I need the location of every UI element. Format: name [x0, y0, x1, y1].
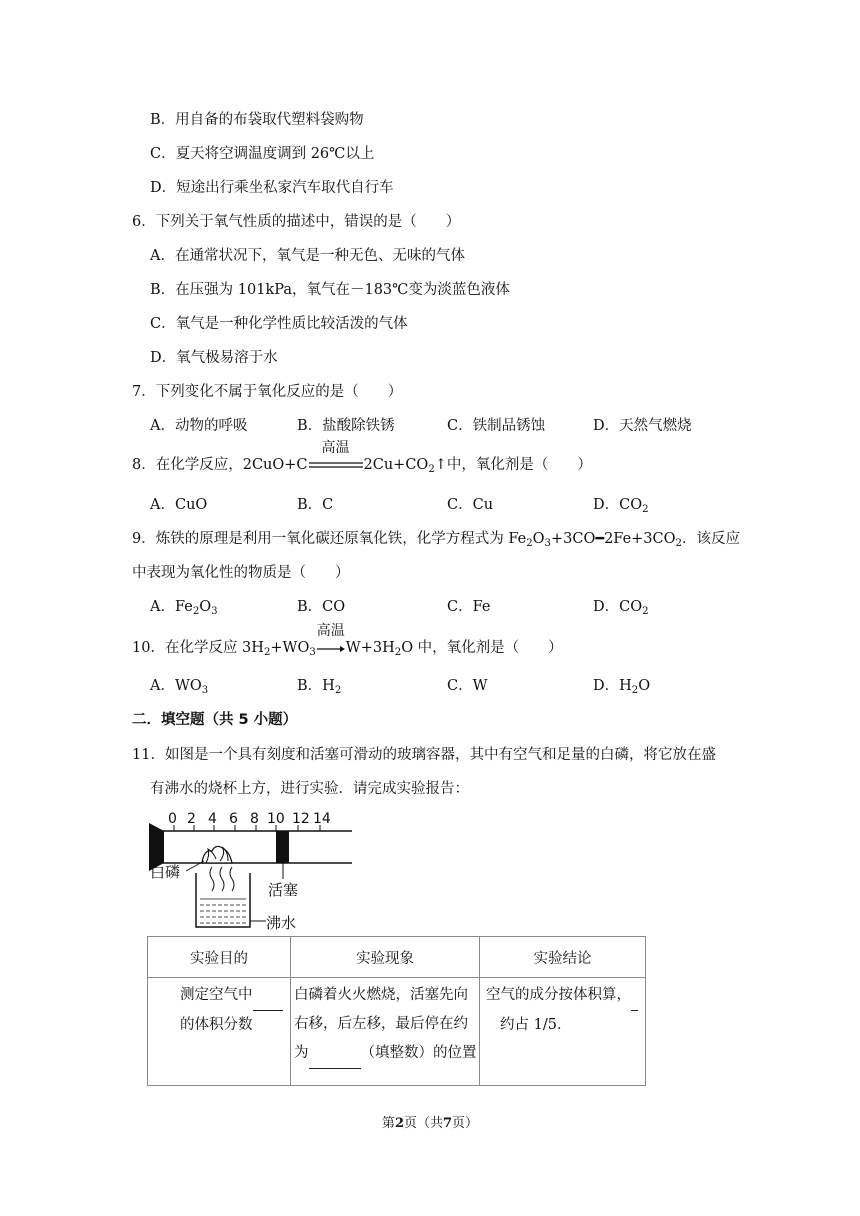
condition-label-10: 高温 — [316, 623, 345, 639]
q9-option-d-sub: 2 — [642, 606, 649, 617]
q10-text-d: O 中，氧化剂是（ ） — [401, 640, 563, 656]
q10-option-b-sub: 2 — [334, 685, 342, 696]
q9-sub3: 2 — [675, 538, 682, 549]
q7-option-b: B．盐酸除铁锈 — [297, 418, 395, 434]
phenomenon-line-1: 白磷着火火燃烧，活塞先向 — [294, 987, 468, 1003]
q9-option-a-text: A．Fe — [150, 599, 193, 615]
footer-text-c: 页） — [452, 1116, 479, 1131]
q9-text-e: ．该反应 — [681, 531, 740, 547]
conclusion-text-1: 空气的成分按体积算， — [486, 987, 631, 1003]
q9-equals: ━ — [595, 531, 605, 547]
reaction-condition — [308, 440, 364, 475]
q10-option-b-text: B．H — [297, 678, 335, 694]
cell-phenomenon — [291, 978, 480, 1086]
blank-3[interactable] — [631, 981, 638, 1011]
q9-sub2: 3 — [544, 538, 551, 549]
q9-option-a — [150, 597, 218, 617]
q10-text-a: 10．在化学反应 3H — [132, 640, 264, 656]
purpose-text-1: 测定空气中 — [180, 987, 253, 1003]
arrow-icon — [316, 643, 346, 653]
footer-text-b: 页（共 — [403, 1116, 443, 1131]
q10-option-d-text: D．H — [593, 678, 632, 694]
phenomenon-line-3a: 为 — [294, 1045, 309, 1061]
q6-option-d: D．氧气极易溶于水 — [150, 350, 278, 366]
equals-sign-icon — [308, 460, 364, 470]
q10-option-d-sub: 2 — [631, 685, 639, 696]
q6-option-c: C．氧气是一种化学性质比较活泼的气体 — [150, 316, 408, 332]
purpose-text-2: 的体积分数 — [180, 1017, 253, 1033]
label-white-phosphorus: 白磷 — [150, 863, 181, 881]
water-lines — [200, 899, 246, 923]
q5-option-b: B．用自备的布袋取代塑料袋购物 — [150, 112, 364, 128]
footer-text-a: 第 — [381, 1116, 395, 1131]
q8-product: 2Cu+CO — [363, 457, 429, 473]
q9-text-c: +3CO — [550, 531, 596, 547]
page-number: 2 — [394, 1116, 404, 1131]
q9-option-b: B．CO — [297, 599, 346, 615]
q10-option-c: C．W — [447, 678, 488, 694]
header-phenomenon: 实验现象 — [291, 937, 480, 978]
q8-option-c: C．Cu — [447, 497, 494, 513]
q5-option-d: D．短途出行乘坐私家汽车取代自行车 — [150, 180, 394, 196]
q9-text-d: 2Fe+3CO — [604, 531, 676, 547]
q11-stem-line2: 有沸水的烧杯上方，进行实验．请完成实验报告： — [150, 781, 469, 797]
q8-product-sub: 2 — [428, 464, 435, 475]
table-row — [148, 978, 646, 1086]
q6-stem: 6．下列关于氧气性质的描述中，错误的是（ ） — [132, 214, 461, 230]
blank-2[interactable] — [309, 1039, 361, 1069]
q8-stem — [132, 440, 592, 475]
q9-option-a-sub1: 2 — [192, 606, 200, 617]
table-header-row — [148, 937, 646, 978]
q9-sub1: 2 — [526, 538, 533, 549]
q9-stem-line1 — [132, 529, 740, 549]
condition-label: 高温 — [321, 440, 350, 456]
header-purpose: 实验目的 — [148, 937, 291, 978]
q10-sub1: 2 — [263, 647, 271, 658]
q10-option-a-sub: 3 — [201, 685, 209, 696]
scale-6: 6 — [229, 811, 238, 827]
q8-option-d-sub: 2 — [642, 504, 649, 515]
q7-option-d: D．天然气燃烧 — [593, 418, 692, 434]
scale-2: 2 — [187, 811, 196, 827]
cell-conclusion — [480, 978, 646, 1086]
page-footer — [0, 1112, 860, 1131]
q7-stem: 7．下列变化不属于氧化反应的是（ ） — [132, 384, 403, 400]
q10-option-b — [297, 676, 341, 696]
scale-4: 4 — [208, 811, 217, 827]
page-total: 7 — [443, 1116, 453, 1131]
q10-text-c: W+3H — [345, 640, 395, 656]
scale-8: 8 — [250, 811, 259, 827]
scale-10: 10 — [267, 811, 285, 827]
q10-option-d-text-b: O — [638, 678, 651, 694]
phenomenon-line-3b: （填整数）的位置 — [360, 1045, 477, 1061]
q8-option-b: B．C — [297, 497, 334, 513]
q8-option-d-text: D．CO — [593, 497, 643, 513]
q9-option-d — [593, 597, 649, 617]
label-piston: 活塞 — [268, 881, 299, 899]
q7-option-a: A．动物的呼吸 — [150, 418, 248, 434]
piston — [276, 831, 289, 863]
q6-option-b: B．在压强为 101kPa，氧气在－183℃变为淡蓝色液体 — [150, 282, 510, 298]
q10-option-a-text: A．WO — [150, 678, 202, 694]
steam-icon — [210, 867, 234, 891]
q10-option-d — [593, 676, 650, 696]
q9-stem-line2: 中表现为氧化性的物质是（ ） — [132, 565, 350, 581]
q10-sub2: 3 — [309, 647, 316, 658]
cell-purpose — [148, 978, 291, 1086]
q10-text-b: +WO — [270, 640, 310, 656]
q10-sub3: 2 — [394, 647, 402, 658]
blank-1[interactable] — [253, 981, 283, 1011]
q7-option-c: C．铁制品锈蚀 — [447, 418, 546, 434]
q8-suffix: ↑中，氧化剂是（ ） — [434, 457, 592, 473]
scale-14: 14 — [313, 811, 331, 827]
q9-text-b: O — [532, 531, 545, 547]
section-heading: 二．填空题（共 5 小题） — [132, 712, 298, 728]
q8-option-d — [593, 495, 649, 515]
conclusion-text-2: 约占 1/5． — [500, 1017, 572, 1033]
apparatus-diagram — [146, 803, 366, 935]
q10-stem — [132, 623, 563, 658]
q8-prefix: 8．在化学反应，2CuO+C — [132, 457, 308, 473]
phenomenon-line-2: 右移，后左移，最后停在约 — [294, 1016, 468, 1032]
q9-text-a: 9．炼铁的原理是利用一氧化碳还原氧化铁，化学方程式为 Fe — [132, 531, 527, 547]
reaction-condition-10 — [316, 623, 346, 658]
scale-12: 12 — [292, 811, 310, 827]
q11-stem-line1: 11．如图是一个具有刻度和活塞可滑动的玻璃容器，其中有空气和足量的白磷，将它放在盛 — [132, 747, 716, 763]
q6-option-a: A．在通常状况下，氧气是一种无色、无味的气体 — [150, 248, 465, 264]
header-conclusion: 实验结论 — [480, 937, 646, 978]
label-boiling-water: 沸水 — [266, 914, 297, 932]
experiment-report-table — [147, 936, 646, 1086]
q5-option-c: C．夏天将空调温度调到 26℃以上 — [150, 146, 375, 162]
q8-option-a: A．CuO — [150, 497, 208, 513]
q9-option-a-text-b: O — [199, 599, 212, 615]
q9-option-d-text: D．CO — [593, 599, 643, 615]
q9-option-a-sub2: 3 — [211, 606, 218, 617]
q9-option-c: C．Fe — [447, 599, 491, 615]
q10-option-a — [150, 676, 208, 696]
scale-0: 0 — [168, 811, 177, 827]
